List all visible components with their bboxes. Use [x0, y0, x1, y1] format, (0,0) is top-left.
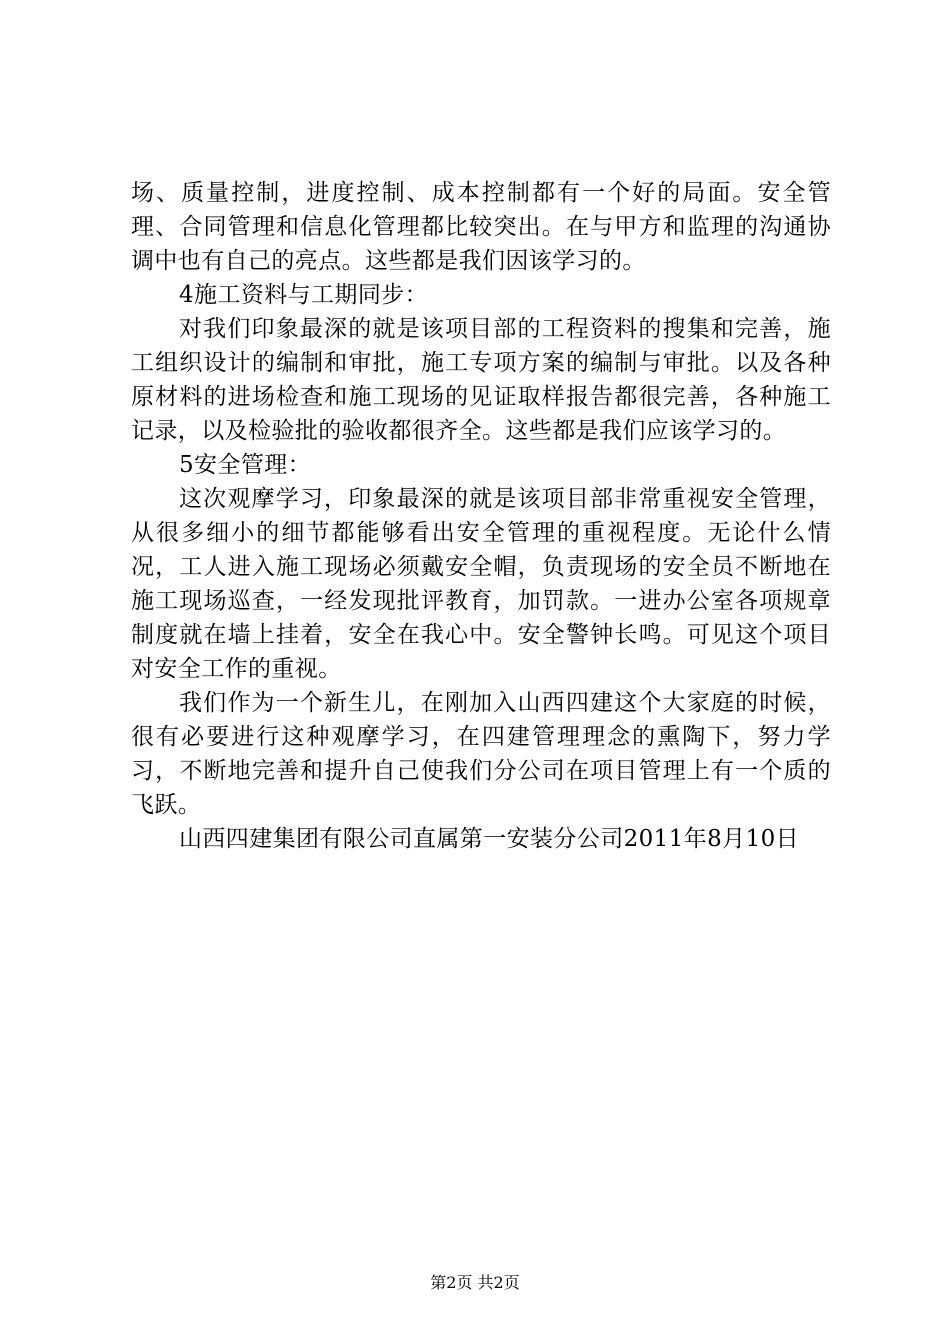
paragraph-safety-management: 这次观摩学习，印象最深的就是该项目部非常重视安全管理，从很多细小的细节都能够看出安全管理的重视程度。无论什么情况，工人进入施工现场必须戴安全帽，负责现场的安全员不断地在施工现场巡查，一经发现批评教育，加罚款。一进办公室各项规章制度就在墙上挂着，安全在我心中。安全警钟长鸣。可见这个项目对安全工作的重视。 — [131, 486, 831, 682]
signature-line: 山西四建集团有限公司直属第一安装分公司2011年8月10日 — [179, 826, 800, 852]
paragraph-construction-documents: 对我们印象最深的就是该项目部的工程资料的搜集和完善，施工组织设计的编制和审批，施工专项方案的编制与审批。以及各种原材料的进场检查和施工现场的见证取样报告都很完善，各种施工记录，以及检验批的验收都很齐全。这些都是我们应该学习的。 — [131, 316, 831, 444]
page-number-footer: 第2页 共2页 — [430, 1273, 520, 1292]
heading-construction-documents: 4施工资料与工期同步： — [179, 282, 429, 308]
paragraph-continuation: 场、质量控制，进度控制、成本控制都有一个好的局面。安全管理、合同管理和信息化管理都比较突出。在与甲方和监理的沟通协调中也有自己的亮点。这些都是我们因该学习的。 — [131, 180, 831, 274]
document-body — [131, 176, 831, 856]
heading-safety-management: 5安全管理： — [179, 452, 312, 478]
paragraph-conclusion: 我们作为一个新生儿，在刚加入山西四建这个大家庭的时候，很有必要进行这种观摩学习，在四建管理理念的熏陶下，努力学习，不断地完善和提升自己使我们分公司在项目管理上有一个质的飞跃。 — [131, 690, 831, 818]
